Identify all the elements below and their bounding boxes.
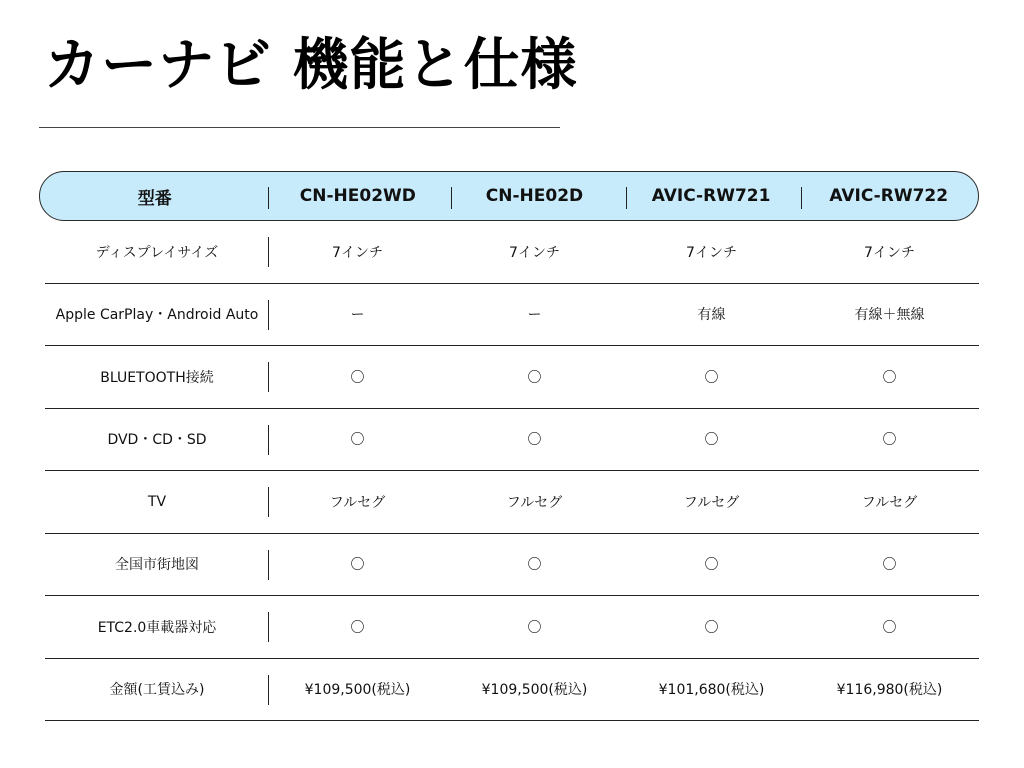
table-cell: 〇 — [527, 432, 542, 449]
table-row-nationwide-map — [45, 534, 979, 597]
spec-comparison-table — [39, 171, 979, 721]
header-divider — [626, 187, 627, 209]
table-cell: 〇 — [350, 619, 365, 636]
header-model-avic-rw721: AVIC-RW721 — [651, 186, 771, 206]
table-row-display-size — [45, 221, 979, 284]
row-divider — [268, 237, 269, 267]
row-divider — [268, 487, 269, 517]
table-row-dvd-cd-sd — [45, 409, 979, 472]
row-divider — [268, 300, 269, 330]
table-cell: 7インチ — [686, 244, 737, 261]
table-cell: ¥116,980(税込) — [836, 682, 943, 699]
table-cell: フルセグ — [861, 494, 918, 511]
table-cell: フルセグ — [506, 494, 563, 511]
table-cell: 有線＋無線 — [854, 307, 925, 324]
table-header-row — [39, 171, 979, 221]
header-model-cn-he02wd: CN-HE02WD — [299, 186, 416, 206]
header-model-cn-he02d: CN-HE02D — [485, 186, 584, 206]
table-cell: ¥109,500(税込) — [481, 682, 588, 699]
header-divider — [451, 187, 452, 209]
table-cell: 〇 — [882, 369, 897, 386]
row-label: 金額(工賃込み) — [109, 682, 205, 699]
table-row-bluetooth — [45, 346, 979, 409]
table-cell: 〇 — [527, 369, 542, 386]
row-divider — [268, 362, 269, 392]
table-cell: 〇 — [704, 369, 719, 386]
row-label: BLUETOOTH接続 — [100, 369, 214, 386]
table-row-price — [45, 659, 979, 722]
table-cell: 〇 — [704, 557, 719, 574]
table-cell: 7インチ — [864, 244, 915, 261]
header-model-label: 型番 — [137, 188, 172, 209]
title-underline — [39, 127, 560, 128]
table-row-tv — [45, 471, 979, 534]
table-row-etc2 — [45, 596, 979, 659]
page-title: カーナビ 機能と仕様 — [44, 33, 578, 98]
table-cell: 有線 — [697, 307, 726, 324]
table-cell: 〇 — [350, 432, 365, 449]
table-cell: 〇 — [704, 619, 719, 636]
table-row-carplay-android-auto — [45, 284, 979, 347]
table-cell: ー — [527, 307, 542, 324]
row-divider — [268, 425, 269, 455]
table-cell: 〇 — [882, 619, 897, 636]
table-cell: 〇 — [527, 619, 542, 636]
table-cell: ¥101,680(税込) — [658, 682, 765, 699]
table-cell: 7インチ — [332, 244, 383, 261]
row-divider — [268, 612, 269, 642]
header-divider — [268, 187, 269, 209]
row-divider — [268, 550, 269, 580]
header-divider — [801, 187, 802, 209]
row-label: TV — [147, 493, 167, 510]
table-cell: フルセグ — [683, 494, 740, 511]
table-cell: 7インチ — [509, 244, 560, 261]
row-label: ETC2.0車載器対応 — [97, 619, 217, 636]
row-label: ディスプレイサイズ — [95, 244, 219, 261]
table-cell: 〇 — [882, 432, 897, 449]
table-cell: 〇 — [527, 557, 542, 574]
table-cell: ¥109,500(税込) — [304, 682, 411, 699]
row-label: DVD・CD・SD — [107, 432, 207, 449]
table-cell: 〇 — [350, 369, 365, 386]
table-cell: 〇 — [882, 557, 897, 574]
row-label: Apple CarPlay・Android Auto — [55, 307, 259, 324]
row-divider — [268, 675, 269, 705]
table-cell: フルセグ — [329, 494, 386, 511]
table-cell: 〇 — [350, 557, 365, 574]
row-label: 全国市街地図 — [115, 557, 199, 574]
table-cell: 〇 — [704, 432, 719, 449]
table-cell: ー — [350, 307, 365, 324]
header-model-avic-rw722: AVIC-RW722 — [829, 186, 949, 206]
